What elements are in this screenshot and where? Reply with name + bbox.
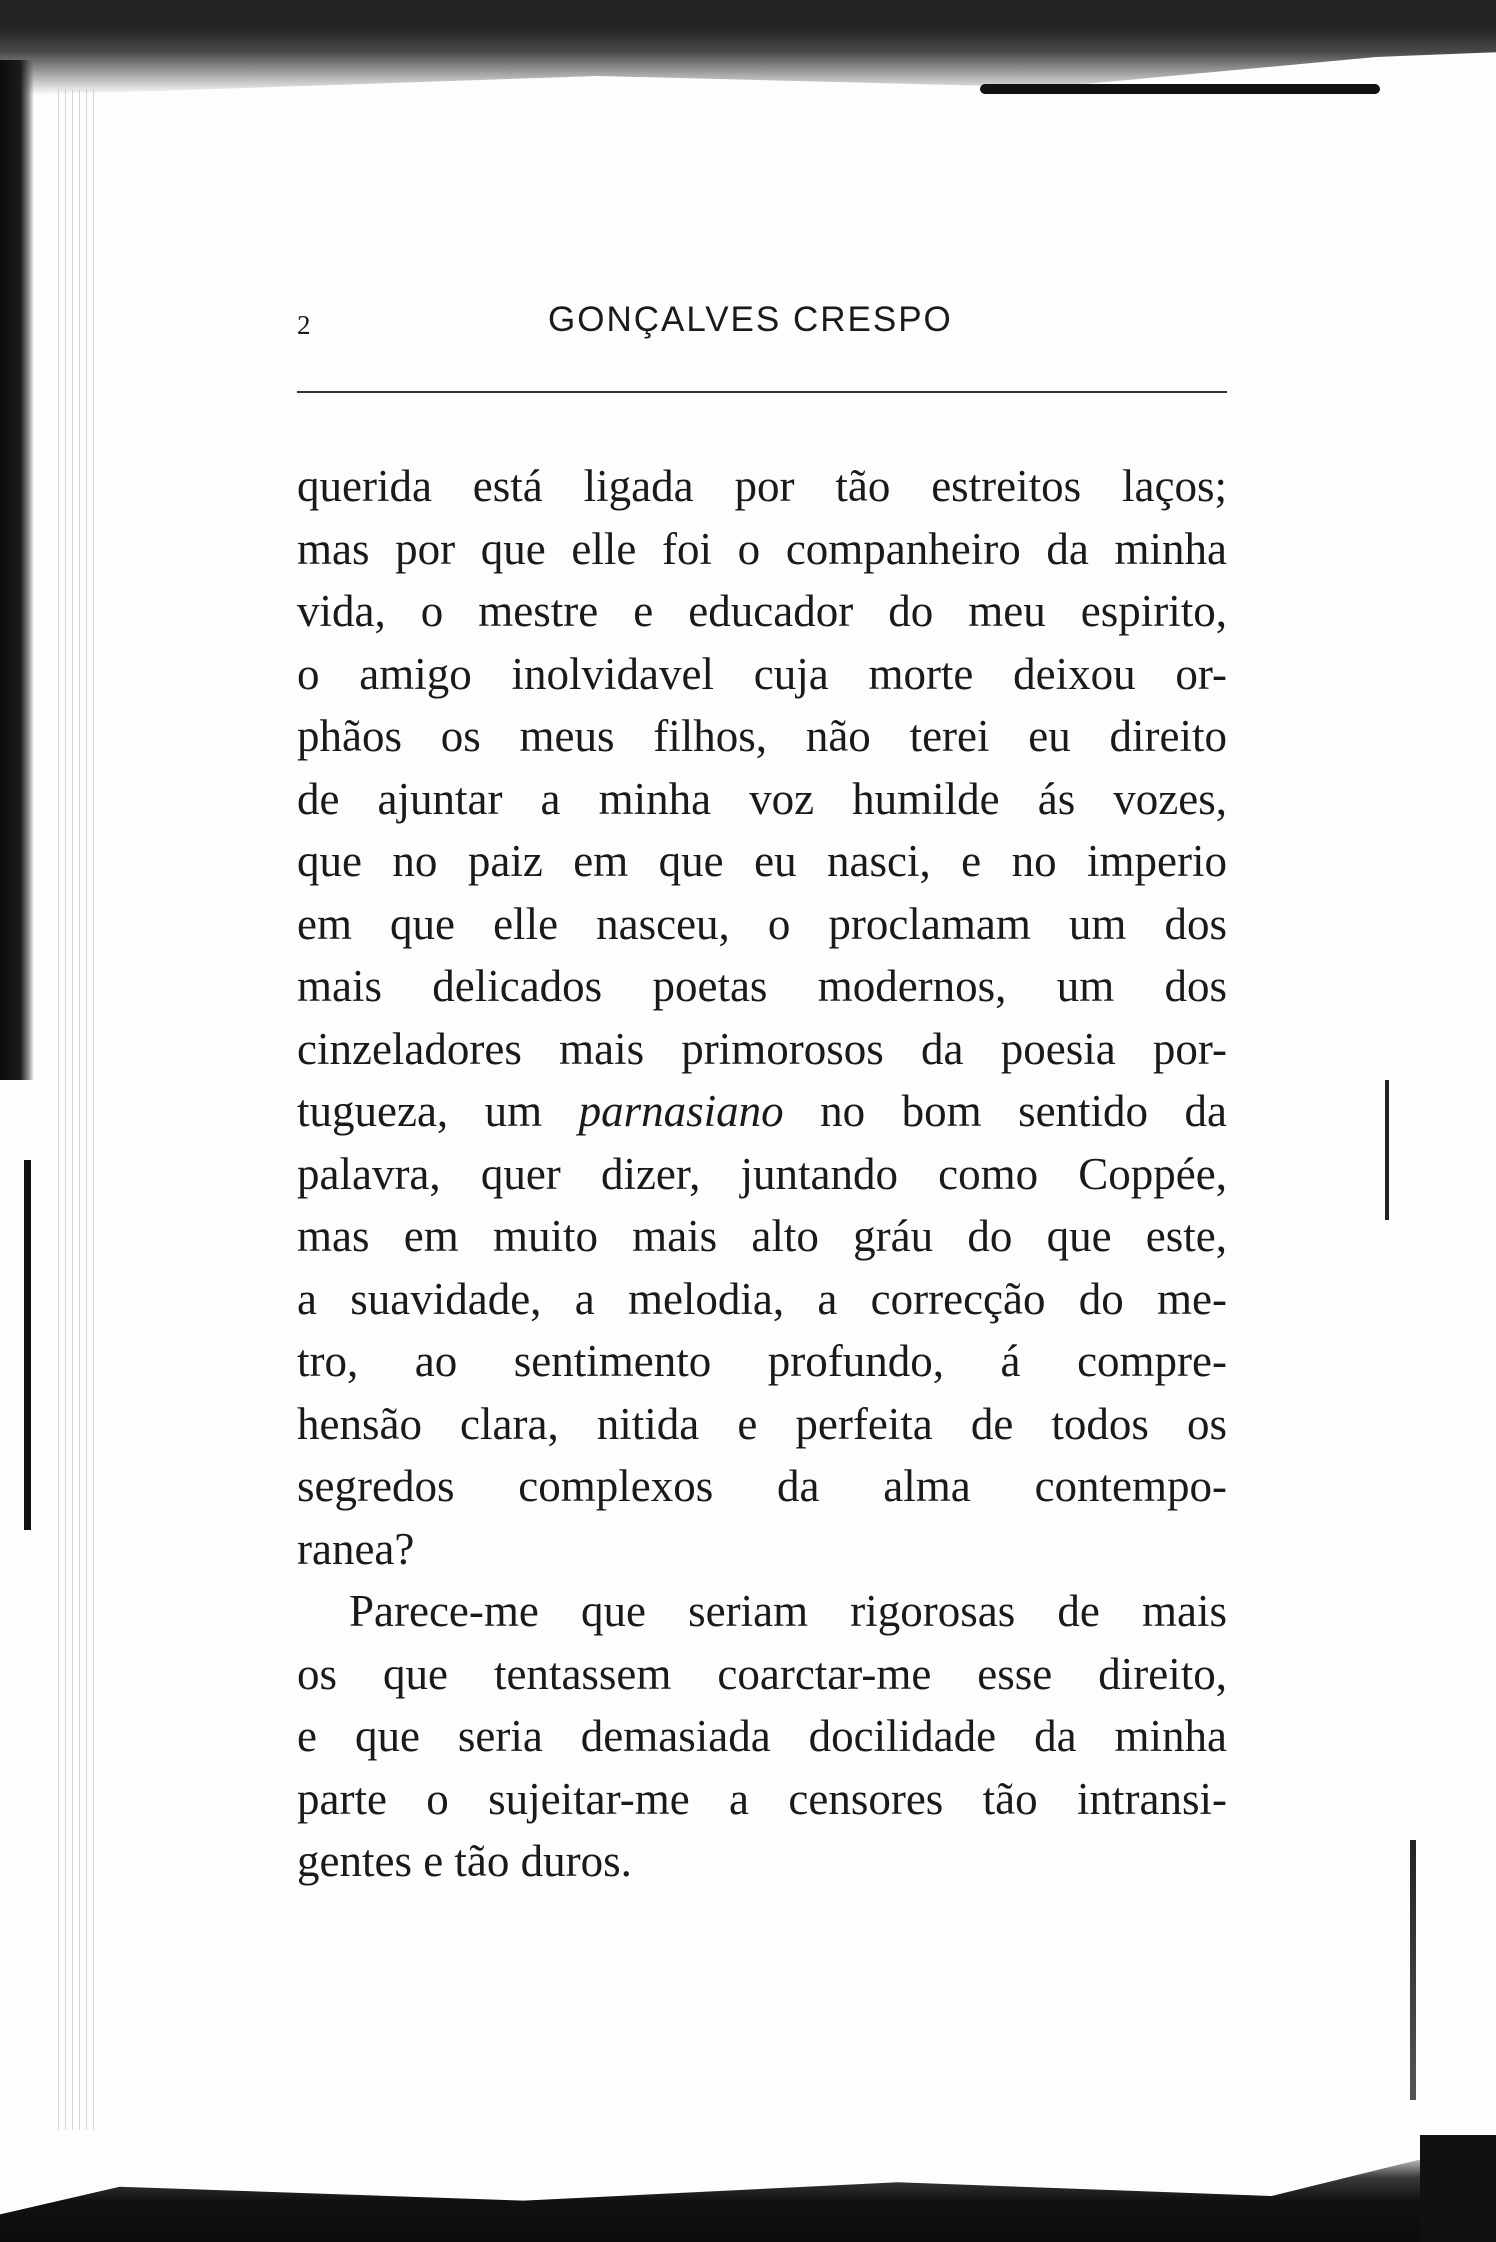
text-segment: no bom sentido da xyxy=(820,1086,1227,1136)
text-line: o amigo inolvidavel cuja morte deixou or- xyxy=(297,648,1227,699)
body-text xyxy=(297,455,1227,1893)
text-line: vida, o mestre e educador do meu espirito, xyxy=(297,586,1227,636)
book-edge-top-band xyxy=(980,84,1380,94)
paragraph-start-line: Parece-me que seriam rigorosas de mais xyxy=(349,1586,1227,1636)
italic-word: parnasiano xyxy=(578,1086,784,1136)
text-line: palavra, quer dizer, juntando como Coppée, xyxy=(297,1148,1227,1199)
text-line: gentes e tão duros. xyxy=(297,1836,632,1886)
page-number: 2 xyxy=(297,310,311,340)
text-line: mas por que elle foi o companheiro da minha xyxy=(297,523,1227,574)
text-line: que no paiz em que eu nasci, e no imperio xyxy=(297,836,1227,886)
scan-mark-right-lower xyxy=(1410,1840,1416,2100)
book-edge-top xyxy=(0,0,1496,95)
text-line: querida está ligada por tão estreitos laços; xyxy=(297,461,1227,511)
text-segment: tugueza, um xyxy=(297,1086,543,1136)
text-line: e que seria demasiada docilidade da minha xyxy=(297,1711,1227,1761)
text-line: mais delicados poetas modernos, um dos xyxy=(297,961,1227,1011)
book-edge-corner xyxy=(1420,2135,1496,2242)
page-stack-lines xyxy=(58,90,98,2130)
book-edge-left xyxy=(0,60,34,1080)
text-line: tro, ao sentimento profundo, á compre- xyxy=(297,1336,1227,1386)
text-line: em que elle nasceu, o proclamam um dos xyxy=(297,898,1227,949)
text-line: mas em muito mais alto gráu do que este, xyxy=(297,1211,1227,1261)
book-edge-left-bar xyxy=(24,1160,31,1530)
text-line: cinzeladores mais primorosos da poesia por- xyxy=(297,1023,1227,1074)
book-edge-bottom xyxy=(0,2150,1496,2242)
text-line: phãos os meus filhos, não terei eu direito xyxy=(297,711,1227,761)
text-line: ranea? xyxy=(297,1523,415,1574)
running-title: GONÇALVES CRESPO xyxy=(548,300,953,339)
text-line: a suavidade, a melodia, a correcção do me- xyxy=(297,1273,1227,1324)
text-line: hensão clara, nitida e perfeita de todos os xyxy=(297,1398,1227,1449)
scan-mark-right xyxy=(1385,1080,1389,1220)
text-line: segredos complexos da alma contempo- xyxy=(297,1461,1227,1511)
text-line: os que tentassem coarctar-me esse direito, xyxy=(297,1648,1227,1699)
text-line-with-italic xyxy=(297,1080,1227,1143)
header-rule xyxy=(297,391,1227,393)
text-line: de ajuntar a minha voz humilde ás vozes, xyxy=(297,773,1227,824)
text-line: parte o sujeitar-me a censores tão intransi- xyxy=(297,1773,1227,1824)
